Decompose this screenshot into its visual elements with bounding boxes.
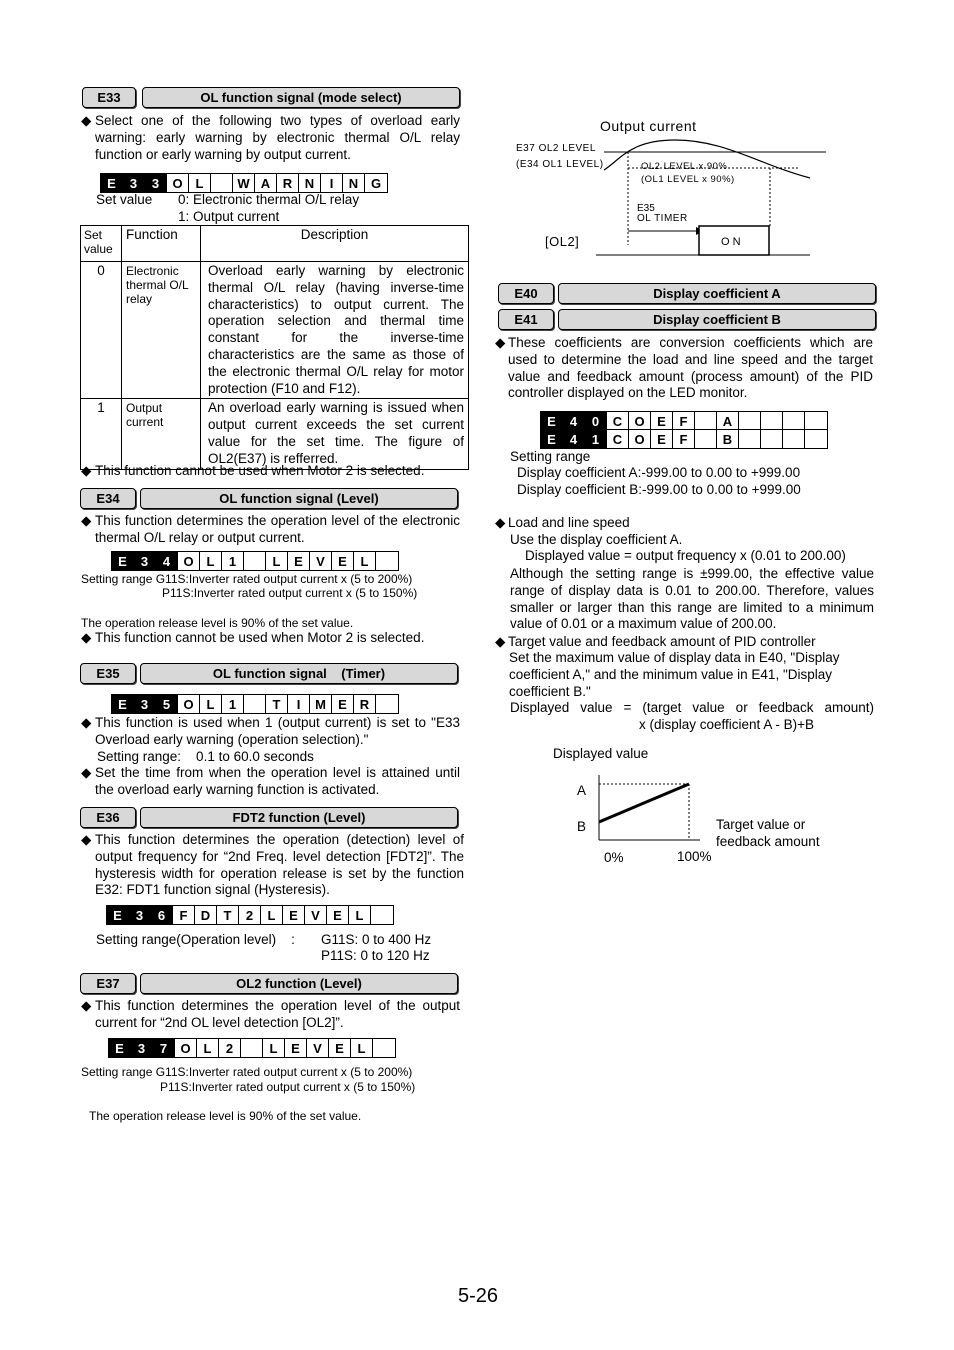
- e37-intro: This function determines the operation level of the output current for “2nd OL level detection [OL2]”.: [95, 998, 460, 1030]
- lcd-cell: E: [101, 174, 123, 192]
- graph-100pct-label: 100%: [677, 849, 712, 864]
- e35-range: Setting range: 0.1 to 60.0 seconds: [97, 749, 314, 764]
- lcd-cell: A: [255, 174, 277, 192]
- lcd-cell: 4: [156, 552, 178, 570]
- lcd-cell: E: [332, 695, 354, 713]
- e36-intro: This function determines the operation (detection) level of output frequency for “2nd Freq. level detection [FDT2]”. The hysteresis width for operation release is set by the function E32: FDT1 function signal (Hysteresis).: [95, 832, 464, 898]
- lcd-cell: O: [178, 695, 200, 713]
- graph-y-label: Displayed value: [553, 746, 649, 761]
- bullet: ◆: [495, 335, 506, 350]
- lcd-cell: 3: [145, 174, 167, 192]
- lcd-cell: V: [310, 552, 332, 570]
- e34-lcd-display: [111, 551, 399, 571]
- graph-x-label-2: feedback amount: [716, 834, 820, 849]
- bullet: ◆: [495, 634, 506, 649]
- table-cell-description: Overload early warning by electronic thermal O/L relay (having inverse-time characteristics) to output current. The operation selection and thermal time constant for the inverse-time characteristics are the same as those of the electronic thermal O/L relay for motor protection (F10 and F12).: [201, 262, 469, 399]
- lcd-cell: F: [173, 906, 195, 924]
- graph-svg: [590, 770, 720, 850]
- table-cell-value: 0: [81, 262, 122, 399]
- on-label: O N: [721, 236, 741, 248]
- lcd-cell: L: [349, 906, 371, 924]
- e35-title: OL function signal (Timer): [140, 663, 458, 684]
- lcd-cell: B: [717, 430, 739, 448]
- e35-code: E35: [80, 663, 136, 684]
- page-number: 5-26: [458, 1285, 499, 1307]
- set-value-0: 0: Electronic thermal O/L relay: [178, 192, 360, 207]
- lcd-cell: 3: [134, 695, 156, 713]
- lcd-cell: 5: [156, 695, 178, 713]
- lcd-cell: 3: [123, 174, 145, 192]
- lcd-cell: E: [107, 906, 129, 924]
- load-use: Use the display coefficient A.: [510, 532, 683, 547]
- lcd-cell: O: [178, 552, 200, 570]
- coef-range-a: Display coefficient A:-999.00 to 0.00 to +999.00: [517, 465, 801, 480]
- e36-range-g11: G11S: 0 to 400 Hz: [321, 932, 432, 947]
- lcd-cell: V: [305, 906, 327, 924]
- lcd-cell: [211, 174, 233, 192]
- lcd-cell: L: [351, 1039, 373, 1057]
- table-header-set-value: Set value: [81, 226, 122, 262]
- lcd-cell: [739, 412, 761, 430]
- bullet: ◆: [81, 715, 92, 730]
- lcd-cell: E: [109, 1039, 131, 1057]
- lcd-cell: N: [299, 174, 321, 192]
- e37-code: E37: [80, 973, 136, 994]
- lcd-cell: 4: [563, 430, 585, 448]
- set-value-1: 1: Output current: [178, 209, 280, 224]
- lcd-cell: 2: [239, 906, 261, 924]
- e37-release: The operation release level is 90% of the set value.: [89, 1109, 362, 1123]
- lcd-cell: [376, 695, 398, 713]
- lcd-cell: D: [195, 906, 217, 924]
- e36-title: FDT2 function (Level): [140, 807, 458, 828]
- lcd-cell: M: [310, 695, 332, 713]
- e36-range-p11: P11S: 0 to 120 Hz: [321, 948, 430, 963]
- lcd-cell: [376, 552, 398, 570]
- e37-title: OL2 function (Level): [140, 973, 458, 994]
- e34-range-2: P11S:Inverter rated output current x (5 to 150%): [162, 586, 418, 600]
- table-row: [81, 262, 469, 399]
- pid-formula-2: x (display coefficient A - B)+B: [639, 717, 814, 732]
- lcd-cell: E: [285, 1039, 307, 1057]
- e34-intro: This function determines the operation level of the electronic thermal O/L relay or output current.: [95, 513, 460, 545]
- e36-range-label: Setting range(Operation level) :: [96, 932, 295, 947]
- lcd-cell: 3: [129, 906, 151, 924]
- lcd-cell: F: [673, 412, 695, 430]
- e33-note: This function cannot be used when Motor 2 is selected.: [95, 463, 425, 478]
- table-cell-function: Output current: [122, 399, 201, 469]
- bullet: ◆: [81, 998, 92, 1013]
- bullet: ◆: [81, 832, 92, 847]
- lcd-cell: E: [112, 695, 134, 713]
- ol2-signal-label: [OL2]: [545, 234, 580, 249]
- lcd-cell: R: [354, 695, 376, 713]
- lcd-cell: [695, 430, 717, 448]
- lcd-cell: [783, 412, 805, 430]
- e37-lcd-display: [108, 1038, 396, 1058]
- lcd-cell: T: [266, 695, 288, 713]
- bullet: ◆: [81, 513, 92, 528]
- e37-range-2: P11S:Inverter rated output current x (5 to 150%): [160, 1080, 416, 1094]
- pid-formula-1: Displayed value = (target value or feedback amount): [510, 700, 874, 715]
- e37-range-1: Setting range G11S:Inverter rated output current x (5 to 200%): [81, 1065, 413, 1079]
- bullet: ◆: [81, 765, 92, 780]
- lcd-cell: E: [651, 430, 673, 448]
- lcd-cell: I: [288, 695, 310, 713]
- e33-function-table: [80, 225, 469, 470]
- ol2-pct-label: OL2 LEVEL x 90%: [641, 161, 728, 172]
- e35-text1: This function is used when 1 (output current) is set to "E33 Overload early warning (operation selection).": [95, 715, 460, 747]
- lcd-cell: 1: [222, 695, 244, 713]
- set-value-label: Set value: [96, 192, 153, 207]
- lcd-cell: E: [327, 906, 349, 924]
- e34-level-label: (E34 OL1 LEVEL): [516, 159, 604, 170]
- e36-code: E36: [80, 807, 136, 828]
- table-cell-value: 1: [81, 399, 122, 469]
- lcd-cell: [244, 695, 266, 713]
- timer-label: OL TIMER: [637, 213, 688, 224]
- e40-lcd-display: [540, 411, 828, 430]
- coef-range-label: Setting range: [510, 449, 591, 464]
- lcd-cell: R: [277, 174, 299, 192]
- graph-b-label: B: [577, 819, 587, 834]
- lcd-cell: [371, 906, 393, 924]
- lcd-cell: C: [607, 412, 629, 430]
- lcd-cell: [739, 430, 761, 448]
- lcd-cell: E: [541, 412, 563, 430]
- lcd-cell: [695, 412, 717, 430]
- e34-release: The operation release level is 90% of the set value.: [81, 616, 354, 630]
- e34-range-1: Setting range G11S:Inverter rated output current x (5 to 200%): [81, 572, 413, 586]
- e40-code: E40: [498, 283, 554, 304]
- bullet: ◆: [81, 113, 92, 128]
- e33-lcd-display: [100, 173, 388, 193]
- table-cell-function: Electronic thermal O/L relay: [122, 262, 201, 399]
- lcd-cell: A: [717, 412, 739, 430]
- lcd-cell: E: [332, 552, 354, 570]
- bullet: ◆: [81, 630, 92, 645]
- graph-x-label-1: Target value or: [716, 817, 806, 832]
- e35-lcd-display: [111, 694, 399, 714]
- lcd-cell: V: [307, 1039, 329, 1057]
- lcd-cell: I: [321, 174, 343, 192]
- e40-title: Display coefficient A: [558, 283, 876, 304]
- e33-title: OL function signal (mode select): [142, 87, 460, 108]
- lcd-cell: E: [329, 1039, 351, 1057]
- lcd-cell: 7: [153, 1039, 175, 1057]
- lcd-cell: 3: [131, 1039, 153, 1057]
- lcd-cell: T: [217, 906, 239, 924]
- ol1-pct-label: (OL1 LEVEL x 90%): [641, 174, 735, 185]
- e34-note: This function cannot be used when Motor 2 is selected.: [95, 630, 425, 645]
- load-title: Load and line speed: [508, 515, 630, 530]
- table-cell-description: An overload early warning is issued when output current exceeds the set current value for the set time. The figure of OL2(E37) is refferred.: [201, 399, 469, 469]
- lcd-cell: 2: [219, 1039, 241, 1057]
- e41-title: Display coefficient B: [558, 309, 876, 330]
- lcd-cell: [761, 430, 783, 448]
- lcd-cell: L: [354, 552, 376, 570]
- coef-range-b: Display coefficient B:-999.00 to 0.00 to +999.00: [517, 482, 801, 497]
- lcd-cell: W: [233, 174, 255, 192]
- lcd-cell: N: [343, 174, 365, 192]
- lcd-cell: [241, 1039, 263, 1057]
- load-text: Although the setting range is ±999.00, the effective value range of display data is 0.01 to 200.00. Therefore, values smaller or larger than this range are limited to a minimum value of 0.01 or a maximum value of 200.00.: [510, 566, 874, 632]
- e34-code: E34: [80, 488, 136, 509]
- lcd-cell: L: [261, 906, 283, 924]
- lcd-cell: O: [629, 430, 651, 448]
- e34-title: OL function signal (Level): [140, 488, 458, 509]
- pid-text: Set the maximum value of display data in E40, "Display coefficient A," and the minimum value in E41, "Display coefficient B.": [509, 650, 840, 699]
- lcd-cell: [761, 412, 783, 430]
- lcd-cell: [805, 430, 827, 448]
- lcd-cell: [805, 412, 827, 430]
- diagram-title: Output current: [600, 118, 697, 134]
- table-header-function: Function: [122, 226, 201, 262]
- lcd-cell: 3: [134, 552, 156, 570]
- display-line: [599, 784, 689, 822]
- lcd-cell: 0: [585, 412, 607, 430]
- lcd-cell: C: [607, 430, 629, 448]
- lcd-cell: L: [189, 174, 211, 192]
- lcd-cell: L: [200, 552, 222, 570]
- table-row: [81, 399, 469, 469]
- load-formula: Displayed value = output frequency x (0.01 to 200.00): [525, 548, 846, 563]
- lcd-cell: O: [175, 1039, 197, 1057]
- lcd-cell: L: [197, 1039, 219, 1057]
- graph-0pct-label: 0%: [604, 850, 624, 865]
- lcd-cell: L: [263, 1039, 285, 1057]
- lcd-cell: 1: [585, 430, 607, 448]
- bullet: ◆: [495, 515, 506, 530]
- lcd-cell: L: [200, 695, 222, 713]
- e37-level-label: E37 OL2 LEVEL: [516, 143, 596, 154]
- lcd-cell: O: [629, 412, 651, 430]
- lcd-cell: E: [541, 430, 563, 448]
- lcd-cell: L: [266, 552, 288, 570]
- lcd-cell: G: [370, 175, 382, 191]
- e35-label: E35: [637, 203, 655, 214]
- table-header-description: Description: [201, 226, 469, 262]
- lcd-cell: E: [283, 906, 305, 924]
- e35-text2: Set the time from when the operation level is attained until the overload early warning function is activated.: [95, 765, 460, 797]
- graph-a-label: A: [577, 783, 587, 798]
- coef-intro: These coefficients are conversion coefficients which are used to determine the load and line speed and the target value and feedback amount (process amount) of the PID controller displayed on the LED monitor.: [508, 335, 873, 401]
- e41-code: E41: [498, 309, 554, 330]
- lcd-cell: 6: [151, 906, 173, 924]
- lcd-cell: 4: [563, 412, 585, 430]
- lcd-cell: O: [167, 174, 189, 192]
- lcd-cell: [373, 1039, 395, 1057]
- lcd-cell: E: [112, 552, 134, 570]
- e33-intro: Select one of the following two types of overload early warning: early warning by electronic thermal O/L relay function or early warning by output current.: [95, 113, 460, 162]
- e36-lcd-display: [106, 905, 394, 925]
- pid-title: Target value and feedback amount of PID controller: [508, 634, 816, 649]
- lcd-cell: [244, 552, 266, 570]
- lcd-cell: E: [288, 552, 310, 570]
- lcd-cell: E: [651, 412, 673, 430]
- e33-code: E33: [82, 87, 136, 108]
- lcd-cell: [783, 430, 805, 448]
- e41-lcd-display: [540, 429, 828, 449]
- bullet: ◆: [81, 463, 92, 478]
- lcd-cell: F: [673, 430, 695, 448]
- lcd-cell: 1: [222, 552, 244, 570]
